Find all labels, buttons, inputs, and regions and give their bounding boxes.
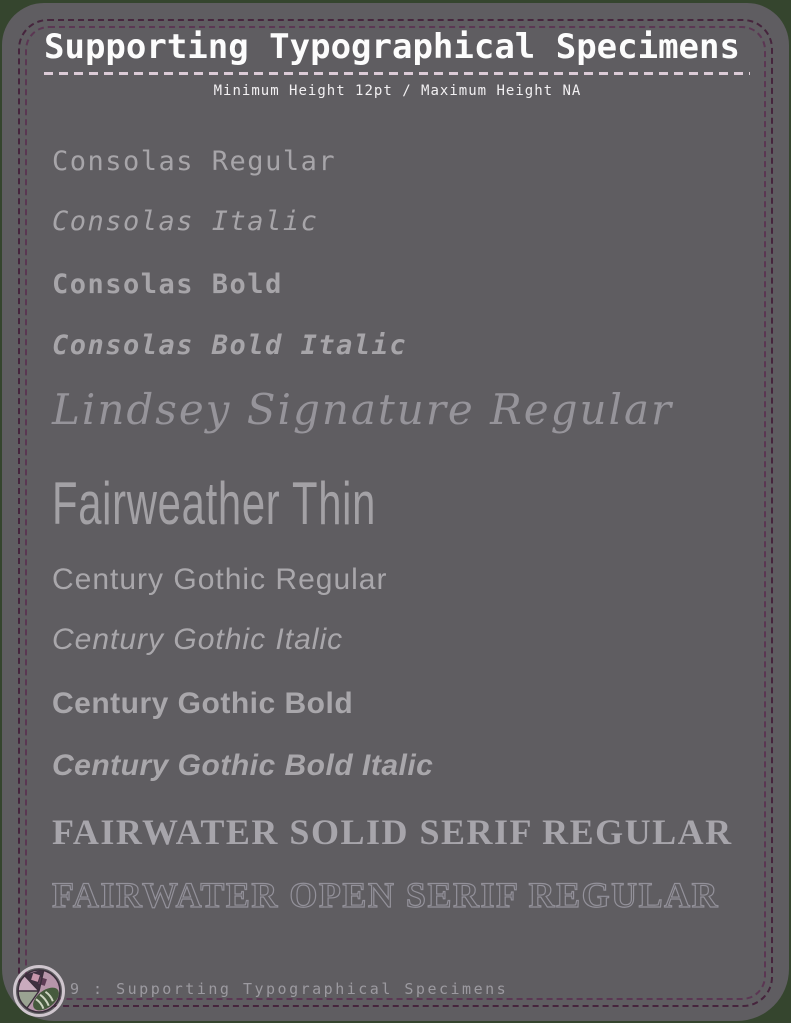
specimen-fairwater-solid-serif: FAIRWATER SOLID SERIF REGULAR xyxy=(52,812,733,852)
publisher-logo-icon xyxy=(13,965,65,1017)
specimen-fairwater-open-serif: FAIRWATER OPEN SERIF REGULAR xyxy=(52,875,720,915)
specimen-consolas-bold-italic: Consolas Bold Italic xyxy=(52,330,408,361)
specimen-consolas-italic: Consolas Italic xyxy=(52,206,319,237)
specimen-fairweather-thin: Fairweather Thin xyxy=(52,470,377,538)
specimen-consolas-bold: Consolas Bold xyxy=(52,269,283,300)
page-title: Supporting Typographical Specimens xyxy=(44,27,740,67)
page-subtitle: Minimum Height 12pt / Maximum Height NA xyxy=(213,83,582,99)
footer-page-label: 9 : Supporting Typographical Specimens xyxy=(70,980,509,998)
specimen-century-gothic-italic: Century Gothic Italic xyxy=(52,623,344,656)
specimen-lindsey-signature: Lindsey Signature Regular xyxy=(52,385,674,434)
specimen-consolas-regular: Consolas Regular xyxy=(52,146,337,177)
specimen-century-gothic-bold-italic: Century Gothic Bold Italic xyxy=(52,749,434,782)
specimen-page-card xyxy=(2,3,789,1021)
specimen-century-gothic-bold: Century Gothic Bold xyxy=(52,687,354,720)
title-dashed-rule xyxy=(44,72,750,75)
specimen-century-gothic-regular: Century Gothic Regular xyxy=(52,563,388,596)
